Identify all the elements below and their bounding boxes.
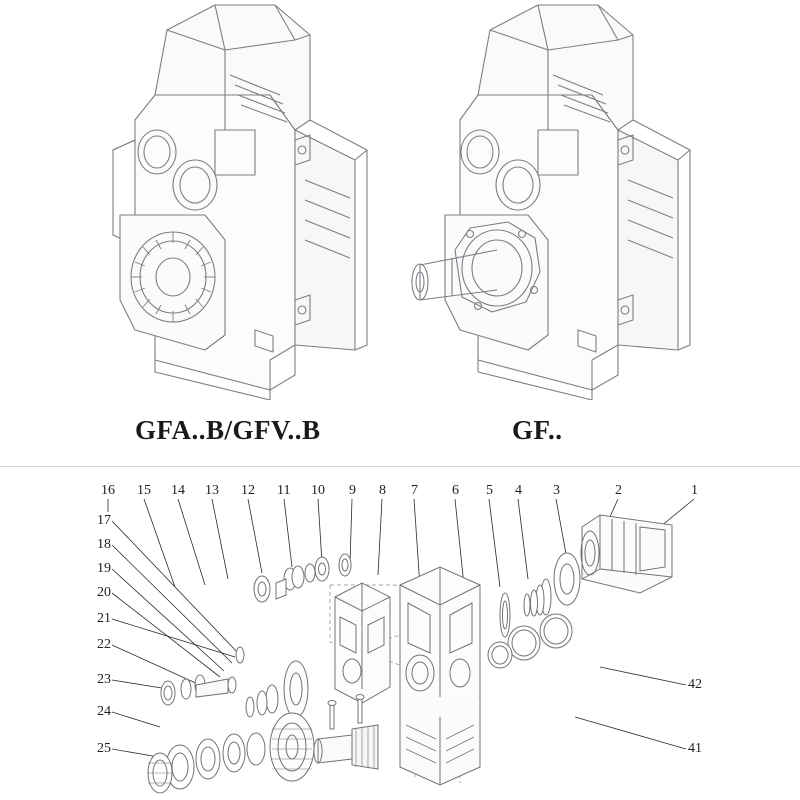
part-number-16: 16 [101,483,115,498]
part-number-12: 12 [241,483,255,498]
exploded-parts-diagram [0,467,800,800]
caption-right: GF.. [512,415,563,445]
part-number-15: 15 [137,483,151,498]
part-number-42: 42 [688,677,702,692]
part-number-3: 3 [553,483,560,498]
part-number-5: 5 [486,483,493,498]
part-number-21: 21 [97,611,111,626]
part-number-14: 14 [171,483,185,498]
part-number-2: 2 [615,483,622,498]
part-number-7: 7 [411,483,418,498]
part-number-10: 10 [311,483,325,498]
part-number-13: 13 [205,483,219,498]
part-number-11: 11 [277,483,291,498]
part-number-4: 4 [515,483,522,498]
part-number-8: 8 [379,483,386,498]
part-number-1: 1 [691,483,698,498]
part-number-23: 23 [97,672,111,687]
gearbox-view-right [400,0,710,400]
gearbox-view-left [95,0,395,400]
part-number-22: 22 [97,637,111,652]
part-number-19: 19 [97,561,111,576]
part-number-9: 9 [349,483,356,498]
part-number-24: 24 [97,704,111,719]
part-number-17: 17 [97,513,111,528]
part-number-20: 20 [97,585,111,600]
part-number-25: 25 [97,741,111,756]
part-number-41: 41 [688,741,702,756]
caption-left: GFA..B/GFV..B [135,415,321,445]
part-number-6: 6 [452,483,459,498]
exploded-parts-svg [0,467,800,800]
part-number-18: 18 [97,537,111,552]
